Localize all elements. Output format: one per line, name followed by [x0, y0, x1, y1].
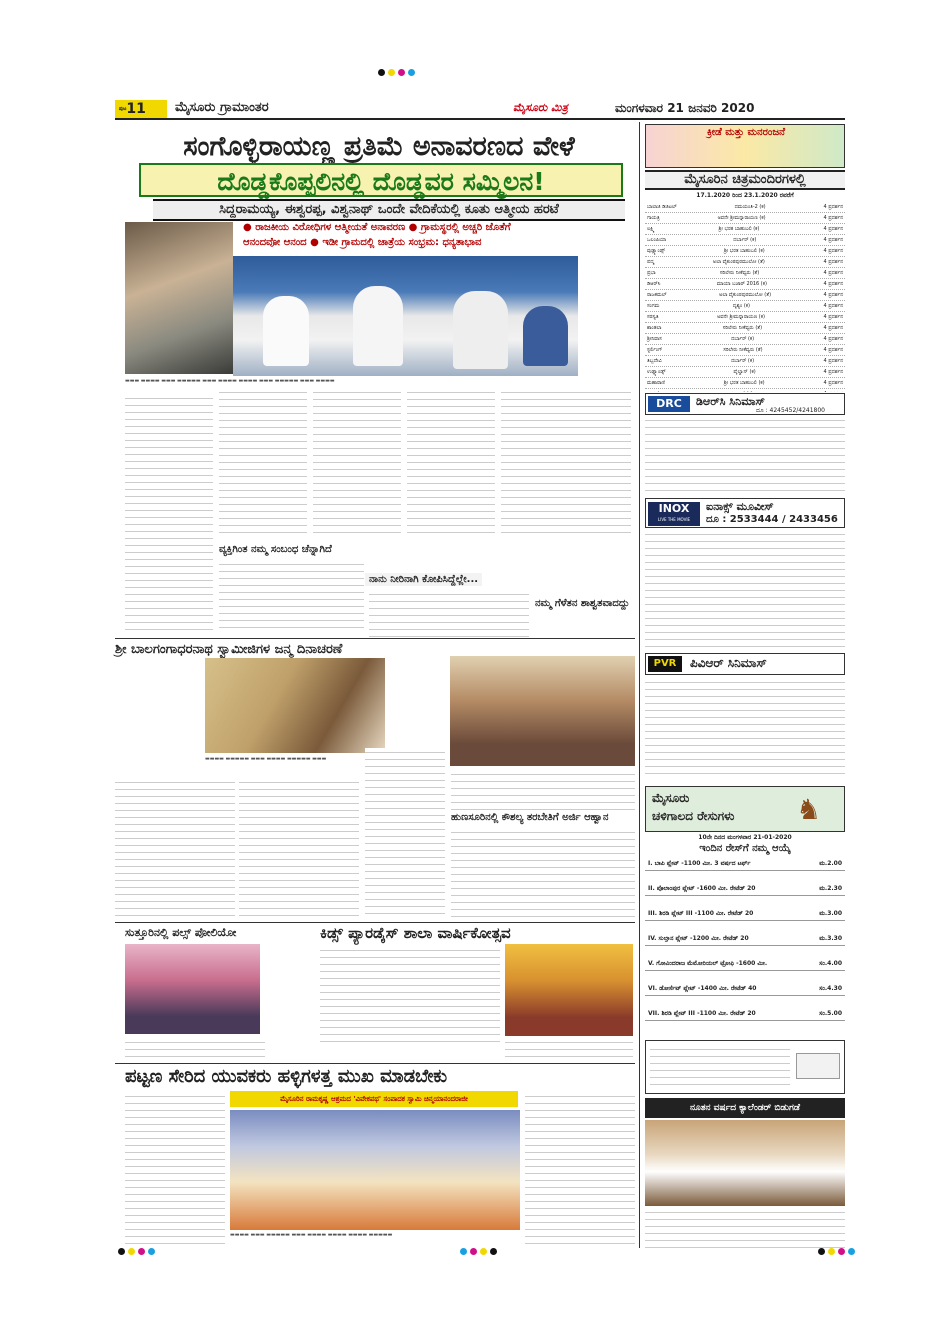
inox-shows	[645, 530, 845, 650]
race-row	[645, 883, 845, 896]
theatre-shows: 4 ಪ್ರದರ್ಶನ	[823, 325, 843, 331]
drc-phone: ದೂ : 4245452/4241800	[756, 407, 826, 414]
subsection-heading-1: ವ್ಯಕ್ತಿಗಿಂತ ನಮ್ಮ ಸಂಬಂಧ ಚೆನ್ನಾಗಿದೆ	[219, 544, 332, 555]
theatre-name: ಒಲಂಪಿಯಾ	[647, 237, 667, 243]
race-header	[645, 786, 845, 832]
drc-logo: DRC	[648, 396, 690, 412]
theatre-row	[645, 257, 845, 268]
theatre-name: ಶ್ರೀನಿವಾಸ	[647, 336, 662, 342]
divider	[115, 922, 635, 923]
race-summary-box	[645, 1040, 845, 1094]
theatre-name: ಶಾಂತಲಾ	[647, 325, 662, 331]
race-summary	[650, 1045, 790, 1091]
theatre-name: ಸಂಗಮ	[647, 303, 660, 309]
race-row	[645, 933, 845, 946]
theatre-movie: ದೃಶ್ಯಂ (ಕ)	[732, 303, 750, 309]
drc-shows	[645, 416, 845, 496]
theatre-row	[645, 356, 845, 367]
race-title-2: ಚಳಿಗಾಲದ ರೇಸುಗಳು	[652, 809, 735, 823]
theatre-row	[645, 213, 845, 224]
theatre-row	[645, 268, 845, 279]
theatre-movie: ದರ್ಬಾರ್ (ಕ)	[731, 336, 755, 342]
subsection-heading-2: ನಾನು ನೀರಿನಾಗಿ ಕೋಪಿಸಿದ್ದೆಲ್ಲೇ...	[365, 573, 482, 586]
theatre-name: ಪದ್ಮ	[647, 259, 655, 265]
race-badge	[796, 1053, 840, 1079]
theatre-movie: ಸರಿಲೇರು ನೀಕೆವ್ವರು (ತೆ)	[723, 347, 763, 353]
theatre-shows: 4 ಪ್ರದರ್ಶನ	[823, 336, 843, 342]
story-headline-jayanti: ಶ್ರೀ ಬಾಲಗಂಗಾಧರನಾಥ ಸ್ವಾಮೀಜಿಗಳ ಜನ್ಮ ದಿನಾಚರಣೆ	[115, 642, 343, 657]
training-caption	[451, 770, 635, 810]
training-body	[451, 828, 635, 918]
race-time: ಮ.3.30	[819, 935, 842, 942]
race-today: ಇಂದಿನ ರೇಸ್‌ಗೆ ನಮ್ಮ ಆಯ್ಕೆ	[699, 843, 791, 854]
theatre-shows: 4 ಪ್ರದರ್ಶನ	[823, 226, 843, 232]
story-headline-school-day: ಕಿಡ್ಸ್ ಪ್ಯಾರಡೈಸ್ ಶಾಲಾ ವಾರ್ಷಿಕೋತ್ಸವ	[320, 924, 511, 942]
race-time: ಮ.2.00	[819, 860, 842, 867]
calendar-headline: ನೂತನ ವರ್ಷದ ಕ್ಯಾಲೆಂಡರ್ ಬಿಡುಗಡೆ	[645, 1098, 845, 1118]
school-day-body	[320, 946, 500, 1046]
sports-banner	[645, 124, 845, 168]
theatre-row	[645, 235, 845, 246]
race-time: ಮ.3.00	[819, 910, 842, 917]
section-title: ಮೈಸೂರು ಗ್ರಾಮಾಂತರ	[175, 100, 269, 115]
theatre-row	[645, 290, 845, 301]
race-label: III. ಶಿರಡಿ ಪ್ಲೇಟ್ III -1100 ಮೀ. ರೇಟೆಡ್ 20	[648, 910, 754, 917]
theatre-name: ತಿಬ್ಬದೇವಿ	[647, 358, 662, 364]
theatre-name: ಸ್ಟರ್ಲಿಂಗ್	[647, 347, 663, 353]
lead-body-col-2	[219, 388, 307, 538]
theatre-row	[645, 246, 845, 257]
theatre-row	[645, 334, 845, 345]
newspaper-page	[115, 98, 845, 1248]
theatre-shows: 4 ಪ್ರದರ್ಶನ	[823, 204, 843, 210]
issue-date: ಮಂಗಳವಾರ 21 ಜನವರಿ 2020	[615, 101, 755, 115]
school-day-photo	[505, 944, 633, 1036]
pvr-header	[645, 653, 845, 675]
theatre-shows: 4 ಪ್ರದರ್ಶನ	[823, 281, 843, 287]
race-time: ಮ.2.30	[819, 885, 842, 892]
lead-body-col-6	[219, 560, 364, 630]
inox-brand: INOX	[658, 502, 690, 515]
sports-title: ಕ್ರೀಡೆ ಮತ್ತು ಮನರಂಜನೆ	[706, 127, 786, 138]
polio-camp-photo	[125, 944, 260, 1034]
race-list	[645, 858, 845, 1038]
lead-body-col-5	[501, 388, 631, 538]
cinema-dates: 17.1.2020 ರಿಂದ 23.1.2020 ರವರೆಗೆ	[696, 192, 794, 199]
registration-marks-top	[378, 69, 415, 76]
lead-body-col-1	[125, 394, 213, 630]
theatre-movie	[730, 389, 753, 392]
theatre-name: ಉಡ್ಲ್ಯಾಂಡ್ಸ್	[647, 369, 666, 375]
drc-title: ಡಿಆರ್‌ಸಿ ಸಿನಿಮಾಸ್	[696, 395, 765, 408]
theatre-name: ಲಕ್ಷ್ಮಿ	[647, 226, 655, 232]
drc-header	[645, 393, 845, 415]
calendar-body	[645, 1208, 845, 1248]
race-title-1: ಮೈಸೂರು	[652, 791, 690, 805]
theatre-movie: ಪೈಲ್ವಾನ್ (ಕ)	[733, 369, 756, 375]
lead-body-col-3	[313, 388, 401, 538]
pvr-title: ಪಿವಿಆರ್ ಸಿನಿಮಾಸ್	[690, 656, 767, 670]
theatre-shows: 4 ಪ್ರದರ್ಶನ	[823, 237, 843, 243]
theatre-row	[645, 345, 845, 356]
theatre-shows	[823, 389, 843, 392]
page-number-badge	[115, 100, 167, 118]
theatre-shows: 4 ಪ್ರದರ್ಶನ	[823, 347, 843, 353]
masthead-logo: ಮೈಸೂರು ಮಿತ್ರ	[513, 101, 568, 114]
theatre-movie: ದಮಯಂತಿ-2 (ಕ)	[734, 204, 766, 210]
theatre-row	[645, 202, 845, 213]
theatre-name: ಬಾಲಾಜಿ ಡಿಜಿಟಲ್	[647, 204, 677, 210]
race-label: II. ಪೊಲಾಂಪುರ ಪ್ಲೇಟ್ -1600 ಮೀ. ರೇಟೆಡ್ 20	[648, 885, 756, 892]
inox-title: ಐನಾಕ್ಸ್ ಮೂವೀಸ್	[706, 500, 774, 513]
theatre-movie: ಅಲಾ ವೈಕುಂಠಪುರಮುಲೋ (ತೆ)	[719, 292, 772, 298]
story-headline-training: ಹುಣಸೂರಿನಲ್ಲಿ ಕೌಶಲ್ಯ ತರಬೇತಿಗೆ ಅರ್ಜಿ ಆಹ್ವಾನ	[451, 812, 609, 823]
theatre-movie: ದರ್ಬಾರ್ (ಕ)	[733, 237, 757, 243]
lead-body-col-4	[407, 388, 495, 538]
theatre-name: ರಾಜಕಮಲ್	[647, 292, 667, 298]
lead-bullets-line-1: ● ರಾಜಕೀಯ ವಿರೋಧಿಗಳ ಆತ್ಮೀಯತೆ ಅನಾವರಣ ● ಗ್ರಾಮಸ್ಥರಲ್ಲಿ ಅಚ್ಚರಿ ಜೊತೆಗೆ	[243, 222, 511, 233]
race-time: ಸಂ.4.00	[819, 960, 842, 967]
race-row	[645, 1008, 845, 1021]
theatre-shows: 4 ಪ್ರದರ್ಶನ	[823, 303, 843, 309]
theatre-name: ಪ್ರಭಾ	[647, 270, 656, 276]
page-label: ಪುಟ	[119, 106, 127, 112]
youth-banner: ಮೈಸೂರಿನ ರಾಮಕೃಷ್ಣ ಆಶ್ರಮದ 'ವಿವೇಕಪಥ' ಸಂಪಾದಕ ಸ್ವಾಮಿ ಚಿನ್ಮಯಾನಂದರಾಜೀ	[230, 1091, 518, 1107]
registration-marks-left	[118, 1248, 155, 1255]
theatre-movie: ಅವನೇ ಶ್ರೀಮನ್ನಾರಾಯಣ (ಕ)	[717, 215, 766, 221]
calendar-release-photo	[645, 1120, 845, 1206]
lead-headline: ಸಂಗೊಳ್ಳಿರಾಯಣ್ಣ ಪ್ರತಿಮೆ ಅನಾವರಣದ ವೇಳೆ	[183, 131, 575, 162]
theatre-shows: 4 ಪ್ರದರ್ಶನ	[823, 259, 843, 265]
theatre-movie: ಶ್ರೀ ಭರತ ಬಾಹುಬಲಿ (ಕ)	[723, 380, 765, 386]
story-headline-polio: ಸುತ್ತೂರಿನಲ್ಲಿ ಪಲ್ಸ್ ಪೋಲಿಯೋ	[125, 926, 237, 939]
theatre-movie: ಅವನೇ ಶ್ರೀಮನ್ನಾರಾಯಣ (ಕ)	[717, 314, 765, 320]
theatre-movie: ಶ್ರೀ ಭರತ ಬಾಹುಬಲಿ (ಕ)	[718, 226, 760, 232]
theatre-shows: 4 ಪ್ರದರ್ಶನ	[823, 215, 843, 221]
youth-event-photo	[230, 1110, 520, 1230]
race-row	[645, 908, 845, 921]
race-time: ಸಂ.4.30	[819, 985, 842, 992]
page-header	[115, 98, 845, 120]
jayanti-body-col-1	[115, 778, 235, 918]
theatre-shows: 4 ಪ್ರದರ್ಶನ	[823, 292, 843, 298]
theatre-shows: 4 ಪ್ರದರ್ಶನ	[823, 270, 843, 276]
divider	[115, 638, 635, 639]
training-group-photo	[450, 656, 635, 766]
theatre-shows: 4 ಪ್ರದರ್ಶನ	[823, 358, 843, 364]
inox-logo	[648, 502, 700, 526]
subsection-heading-3: ನಮ್ಮ ಗೆಳೆತನ ಶಾಶ್ವತವಾದದ್ದು	[535, 598, 630, 609]
youth-body-col-2	[525, 1092, 635, 1248]
race-label: VI. ಡೋರ್ಸೆಟ್ ಪ್ಲೇಟ್ -1400 ಮೀ. ರೇಟೆಡ್ 40	[648, 985, 757, 992]
theatre-row	[645, 279, 845, 290]
theatre-row	[645, 323, 845, 334]
theatre-shows: 4 ಪ್ರದರ್ಶನ	[823, 369, 843, 375]
theatre-list	[645, 202, 845, 392]
race-row	[645, 958, 845, 971]
registration-marks-right	[818, 1248, 855, 1255]
theatre-name: ವುಡ್ಲ್ಯಾಂಡ್ಸ್	[647, 248, 666, 254]
race-label: V. ಗೋವಿಂದರಾಜ ಮೆಮೋರಿಯಲ್ ಟ್ರೋಫಿ -1600 ಮೀ.	[648, 960, 768, 967]
youth-body-col-1	[125, 1092, 225, 1248]
jayanti-event-photo	[205, 658, 385, 753]
lead-subheadline: ಸಿದ್ದರಾಮಯ್ಯ, ಈಶ್ವರಪ್ಪ, ವಿಶ್ವನಾಥ್ ಒಂದೇ ವೇದಿಕೆಯಲ್ಲಿ ಕೂತು ಆತ್ಮೀಯ ಹರಟೆ	[153, 199, 625, 221]
youth-photo-caption: ▬▬▬▬ ▬▬▬ ▬▬▬▬▬ ▬▬▬ ▬▬▬▬ ▬▬▬▬ ▬▬▬▬ ▬▬▬▬▬	[230, 1232, 393, 1238]
lead-headline-secondary: ದೊಡ್ಡಕೊಪ್ಪಲಿನಲ್ಲಿ ದೊಡ್ಡವರ ಸಮ್ಮಿಲನ!	[139, 163, 623, 197]
theatre-row	[645, 301, 845, 312]
cinema-title: ಮೈಸೂರಿನ ಚಿತ್ರಮಂದಿರಗಳಲ್ಲಿ	[645, 170, 845, 190]
theatre-movie: ಶ್ರೀ ಭರತ ಬಾಹುಬಲಿ (ಕ)	[723, 248, 765, 254]
lead-body-col-7	[369, 590, 529, 640]
leaders-on-stage-photo	[233, 256, 578, 376]
theatre-shows: 4 ಪ್ರದರ್ಶನ	[823, 314, 843, 320]
registration-marks-bottom	[460, 1248, 497, 1255]
divider	[115, 1063, 635, 1064]
race-time: ಸಂ.5.00	[819, 1010, 842, 1017]
theatre-row	[645, 367, 845, 378]
theatre-name: ಸರಸ್ವತಿ	[647, 314, 659, 320]
theatre-shows: 4 ಪ್ರದರ್ಶನ	[823, 248, 843, 254]
inox-header	[645, 498, 845, 528]
jayanti-body-col-2	[239, 778, 359, 918]
story-headline-youth: ಪಟ್ಟಣ ಸೇರಿದ ಯುವಕರು ಹಳ್ಳಿಗಳತ್ತ ಮುಖ ಮಾಡಬೇಕು	[125, 1066, 448, 1087]
theatre-name: ಡಿಆರ್‌ಸಿ	[647, 281, 661, 287]
race-meeting: 10ನೇ ದಿನದ ಮಂಗಳವಾರ 21-01-2020	[698, 834, 792, 841]
horse-icon: ♞	[796, 793, 822, 826]
race-label: IV. ಸುಲ್ತಾನ ಪ್ಲೇಟ್ -1200 ಮೀ. ರೇಟೆಡ್ 20	[648, 935, 749, 942]
lead-photo-caption: ▬▬▬ ▬▬▬▬ ▬▬▬ ▬▬▬▬▬ ▬▬▬ ▬▬▬▬ ▬▬▬▬ ▬▬▬ ▬▬▬▬▬ ▬▬▬ ▬▬▬▬	[125, 378, 335, 384]
race-row	[645, 983, 845, 996]
inox-phone: ದೂ : 2533444 / 2433456	[706, 514, 838, 525]
pvr-logo: PVR	[648, 656, 682, 672]
theatre-name: ಗಾಯತ್ರಿ	[647, 215, 660, 221]
lead-bullets-line-2: ಆನಂದವೋ ಆನಂದ ● ಇಡೀ ಗ್ರಾಮದಲ್ಲಿ ಜಾತ್ರೆಯ ಸಂಭ್ರಮ: ಧನ್ಯತಾಭಾವ	[243, 237, 482, 248]
race-row	[645, 858, 845, 871]
race-label: VII. ಶಿರಡಿ ಪ್ಲೇಟ್ III -1100 ಮೀ. ರೇಟೆಡ್ 20	[648, 1010, 756, 1017]
theatre-shows: 4 ಪ್ರದರ್ಶನ	[823, 380, 843, 386]
theatre-movie: ಅಲಾ ವೈಕುಂಠಪುರಮುಲೋ (ತೆ)	[712, 259, 765, 265]
theatre-row	[645, 224, 845, 235]
theatre-row	[645, 312, 845, 323]
race-label: I. ಬಾಪಿ ಪ್ಲೇಟ್ -1100 ಮೀ. 3 ವರ್ಷದ ಟರ್ಫ್	[648, 860, 751, 867]
jayanti-photo-caption: ▬▬▬▬ ▬▬▬▬▬ ▬▬▬ ▬▬▬▬ ▬▬▬▬▬ ▬▬▬	[205, 756, 327, 762]
theatre-row	[645, 389, 845, 392]
inox-tagline: LIVE THE MOVIE	[657, 517, 691, 522]
theatre-movie: ಸರಿಲೇರು ನೀಕೆವ್ವರು (ತೆ)	[722, 325, 763, 331]
theatre-name: ಮಹಾರಾಣಿ	[647, 380, 665, 386]
pvr-shows	[645, 678, 845, 778]
column-divider	[639, 122, 640, 1248]
jayanti-body-col-3	[365, 748, 445, 918]
theatre-row	[645, 378, 845, 389]
statue-unveiling-photo	[125, 222, 233, 374]
theatre-movie: ಸರಿಲೇರು ನೀಕೆವ್ವರು (ತೆ)	[719, 270, 760, 276]
theatre-movie: ದರ್ಬಾರ್ (ಕ)	[731, 358, 755, 364]
theatre-name	[647, 389, 659, 392]
page-number: 11	[126, 101, 146, 117]
theatre-movie: ಮಾಯಾ ಬಜಾರ್ 2016 (ಕ)	[716, 281, 767, 287]
